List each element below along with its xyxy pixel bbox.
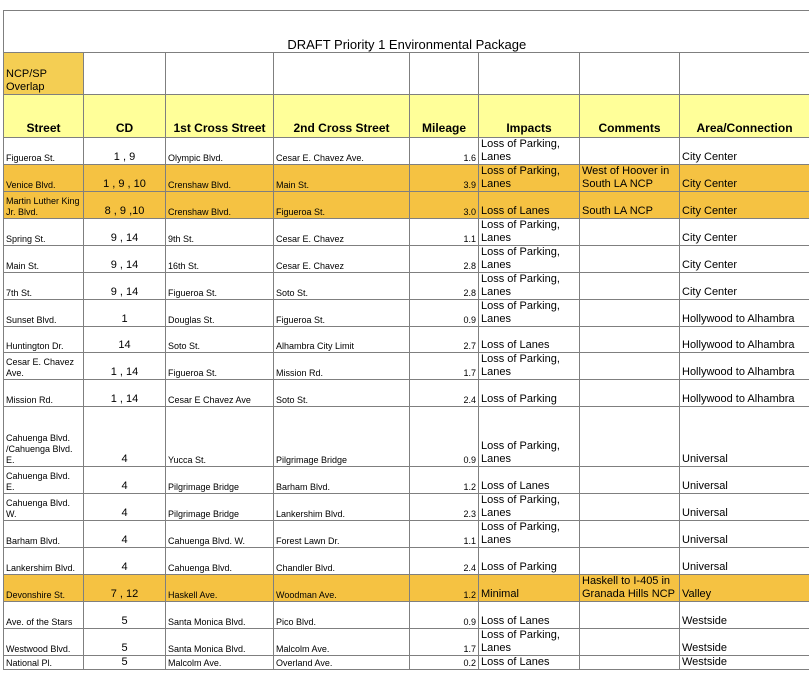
cell-street: Ave. of the Stars — [4, 602, 84, 629]
cell-impacts: Loss of Parking, Lanes — [479, 494, 580, 521]
cell-cd: 9 , 14 — [84, 246, 166, 273]
cell-mileage: 1.7 — [410, 353, 479, 380]
table-row — [4, 494, 809, 521]
cell-street: Cahuenga Blvd. W. — [4, 494, 84, 521]
cell-area: City Center — [680, 219, 809, 246]
cell-cd: 1 , 14 — [84, 353, 166, 380]
cell-cross1: Figueroa St. — [166, 353, 274, 380]
cell-cross1: Soto St. — [166, 327, 274, 353]
cell-cd: 4 — [84, 407, 166, 467]
header-mileage: Mileage — [410, 95, 479, 138]
table-row — [4, 467, 809, 494]
cell-impacts: Loss of Parking, Lanes — [479, 407, 580, 467]
cell-comments — [580, 380, 680, 407]
cell-street: Barham Blvd. — [4, 521, 84, 548]
cell-mileage: 2.3 — [410, 494, 479, 521]
cell-area: City Center — [680, 273, 809, 300]
cell-street: National Pl. — [4, 656, 84, 670]
cell-cd: 4 — [84, 548, 166, 575]
cell-cross1: Cahuenga Blvd. W. — [166, 521, 274, 548]
cell-cross2: Cesar E. Chavez Ave. — [274, 138, 410, 165]
cell-impacts: Loss of Parking, Lanes — [479, 629, 580, 656]
cell-cross2: Forest Lawn Dr. — [274, 521, 410, 548]
cell-comments — [580, 246, 680, 273]
cell-area: Universal — [680, 494, 809, 521]
cell-area: City Center — [680, 192, 809, 219]
cell-cd: 4 — [84, 521, 166, 548]
header-cross2: 2nd Cross Street — [274, 95, 410, 138]
cell-cross2: Chandler Blvd. — [274, 548, 410, 575]
cell-street: Sunset Blvd. — [4, 300, 84, 327]
cell-cross1: Yucca St. — [166, 407, 274, 467]
cell-cd: 5 — [84, 602, 166, 629]
cell-area: Hollywood to Alhambra — [680, 380, 809, 407]
table-row — [4, 575, 809, 602]
table-row — [4, 300, 809, 327]
cell-impacts: Loss of Parking, Lanes — [479, 353, 580, 380]
cell-impacts: Loss of Lanes — [479, 467, 580, 494]
cell-cross2: Overland Ave. — [274, 656, 410, 670]
cell-area: Hollywood to Alhambra — [680, 353, 809, 380]
cell-impacts: Loss of Lanes — [479, 602, 580, 629]
cell-cross1: Santa Monica Blvd. — [166, 629, 274, 656]
cell-cross1: Douglas St. — [166, 300, 274, 327]
table-row — [4, 629, 809, 656]
environmental-package-table — [3, 10, 809, 670]
header-street: Street — [4, 95, 84, 138]
cell-area: Westside — [680, 629, 809, 656]
cell-mileage: 0.2 — [410, 656, 479, 670]
cell-mileage: 1.1 — [410, 521, 479, 548]
cell-area: Universal — [680, 407, 809, 467]
header-row — [4, 95, 809, 138]
cell-cross1: Pilgrimage Bridge — [166, 494, 274, 521]
cell-comments — [580, 353, 680, 380]
cell-mileage: 2.4 — [410, 548, 479, 575]
cell-comments — [580, 300, 680, 327]
cell-cross2: Main St. — [274, 165, 410, 192]
cell-cd: 9 , 14 — [84, 273, 166, 300]
cell-street: Cesar E. Chavez Ave. — [4, 353, 84, 380]
cell-comments — [580, 219, 680, 246]
overlap-legend-label: NCP/SP Overlap — [4, 53, 84, 95]
cell-cd: 5 — [84, 656, 166, 670]
cell-comments: West of Hoover in South LA NCP — [580, 165, 680, 192]
cell-cross1: Olympic Blvd. — [166, 138, 274, 165]
cell-impacts: Loss of Parking, Lanes — [479, 300, 580, 327]
cell-comments — [580, 548, 680, 575]
cell-street: Spring St. — [4, 219, 84, 246]
cell-impacts: Loss of Parking, Lanes — [479, 219, 580, 246]
cell-area: Universal — [680, 521, 809, 548]
header-cd: CD — [84, 95, 166, 138]
cell-street: Devonshire St. — [4, 575, 84, 602]
cell-cross2: Alhambra City Limit — [274, 327, 410, 353]
cell-cross2: Pico Blvd. — [274, 602, 410, 629]
cell-cross1: Malcolm Ave. — [166, 656, 274, 670]
cell-cross1: Pilgrimage Bridge — [166, 467, 274, 494]
cell-mileage: 3.0 — [410, 192, 479, 219]
cell-cross2: Malcolm Ave. — [274, 629, 410, 656]
cell-cross2: Mission Rd. — [274, 353, 410, 380]
cell-mileage: 3.9 — [410, 165, 479, 192]
header-cross1: 1st Cross Street — [166, 95, 274, 138]
cell-area: City Center — [680, 246, 809, 273]
table-row — [4, 219, 809, 246]
table-row — [4, 380, 809, 407]
cell-cross1: Figueroa St. — [166, 273, 274, 300]
table-row — [4, 407, 809, 467]
cell-mileage: 0.9 — [410, 407, 479, 467]
cell-street: Westwood Blvd. — [4, 629, 84, 656]
cell-cross2: Soto St. — [274, 273, 410, 300]
cell-mileage: 1.2 — [410, 467, 479, 494]
cell-cross1: Cahuenga Blvd. — [166, 548, 274, 575]
cell-cross1: Haskell Ave. — [166, 575, 274, 602]
cell-area: Hollywood to Alhambra — [680, 300, 809, 327]
cell-cross2: Cesar E. Chavez — [274, 246, 410, 273]
cell-area: Westside — [680, 602, 809, 629]
cell-cross1: 9th St. — [166, 219, 274, 246]
cell-street: Cahuenga Blvd. E. — [4, 467, 84, 494]
cell-cross1: 16th St. — [166, 246, 274, 273]
header-impacts: Impacts — [479, 95, 580, 138]
cell-impacts: Loss of Lanes — [479, 192, 580, 219]
cell-cross2: Pilgrimage Bridge — [274, 407, 410, 467]
cell-mileage: 0.9 — [410, 602, 479, 629]
cell-mileage: 0.9 — [410, 300, 479, 327]
cell-cd: 14 — [84, 327, 166, 353]
cell-comments — [580, 407, 680, 467]
cell-cross1: Crenshaw Blvd. — [166, 192, 274, 219]
cell-impacts: Loss of Parking, Lanes — [479, 273, 580, 300]
cell-comments — [580, 138, 680, 165]
cell-cross2: Cesar E. Chavez — [274, 219, 410, 246]
cell-comments — [580, 327, 680, 353]
cell-mileage: 1.6 — [410, 138, 479, 165]
cell-cross2: Figueroa St. — [274, 192, 410, 219]
cell-cross1: Crenshaw Blvd. — [166, 165, 274, 192]
cell-area: Valley — [680, 575, 809, 602]
page-title: DRAFT Priority 1 Environmental Package — [4, 11, 809, 53]
table-row — [4, 165, 809, 192]
cell-area: Hollywood to Alhambra — [680, 327, 809, 353]
cell-cd: 9 , 14 — [84, 219, 166, 246]
cell-street: Martin Luther King Jr. Blvd. — [4, 192, 84, 219]
cell-cd: 7 , 12 — [84, 575, 166, 602]
cell-street: Main St. — [4, 246, 84, 273]
cell-street: Huntington Dr. — [4, 327, 84, 353]
cell-comments — [580, 521, 680, 548]
cell-impacts: Loss of Parking, Lanes — [479, 246, 580, 273]
cell-cross1: Cesar E Chavez Ave — [166, 380, 274, 407]
cell-street: Lankershim Blvd. — [4, 548, 84, 575]
cell-cd: 1 , 9 — [84, 138, 166, 165]
cell-comments: South LA NCP — [580, 192, 680, 219]
cell-impacts: Loss of Parking, Lanes — [479, 138, 580, 165]
cell-area: Westside — [680, 656, 809, 670]
cell-cross2: Barham Blvd. — [274, 467, 410, 494]
cell-mileage: 2.8 — [410, 246, 479, 273]
cell-cd: 4 — [84, 494, 166, 521]
cell-street: 7th St. — [4, 273, 84, 300]
cell-comments — [580, 629, 680, 656]
cell-cd: 4 — [84, 467, 166, 494]
cell-cross2: Woodman Ave. — [274, 575, 410, 602]
table-row — [4, 246, 809, 273]
table-row — [4, 327, 809, 353]
table-row — [4, 602, 809, 629]
cell-area: City Center — [680, 138, 809, 165]
cell-impacts: Minimal — [479, 575, 580, 602]
table-row — [4, 273, 809, 300]
table-row — [4, 138, 809, 165]
cell-comments — [580, 494, 680, 521]
cell-cross1: Santa Monica Blvd. — [166, 602, 274, 629]
cell-cd: 1 — [84, 300, 166, 327]
cell-mileage: 2.8 — [410, 273, 479, 300]
cell-impacts: Loss of Parking, Lanes — [479, 165, 580, 192]
table-row — [4, 521, 809, 548]
cell-impacts: Loss of Parking, Lanes — [479, 521, 580, 548]
table-row — [4, 192, 809, 219]
table-row — [4, 656, 809, 670]
table-row — [4, 548, 809, 575]
cell-mileage: 1.2 — [410, 575, 479, 602]
cell-impacts: Loss of Lanes — [479, 327, 580, 353]
cell-street: Mission Rd. — [4, 380, 84, 407]
cell-area: Universal — [680, 467, 809, 494]
header-area: Area/Connection — [680, 95, 809, 138]
cell-mileage: 2.4 — [410, 380, 479, 407]
cell-area: Universal — [680, 548, 809, 575]
cell-mileage: 1.7 — [410, 629, 479, 656]
cell-mileage: 2.7 — [410, 327, 479, 353]
header-comments: Comments — [580, 95, 680, 138]
cell-comments — [580, 273, 680, 300]
cell-area: City Center — [680, 165, 809, 192]
cell-cross2: Lankershim Blvd. — [274, 494, 410, 521]
cell-comments — [580, 602, 680, 629]
cell-street: Venice Blvd. — [4, 165, 84, 192]
cell-comments — [580, 656, 680, 670]
cell-street: Figueroa St. — [4, 138, 84, 165]
table-row — [4, 353, 809, 380]
cell-cd: 1 , 9 , 10 — [84, 165, 166, 192]
cell-comments — [580, 467, 680, 494]
cell-mileage: 1.1 — [410, 219, 479, 246]
cell-comments: Haskell to I-405 in Granada Hills NCP — [580, 575, 680, 602]
cell-cross2: Figueroa St. — [274, 300, 410, 327]
cell-cd: 5 — [84, 629, 166, 656]
cell-impacts: Loss of Lanes — [479, 656, 580, 670]
cell-cross2: Soto St. — [274, 380, 410, 407]
cell-street: Cahuenga Blvd. /Cahuenga Blvd. E. — [4, 407, 84, 467]
cell-cd: 1 , 14 — [84, 380, 166, 407]
cell-impacts: Loss of Parking — [479, 380, 580, 407]
cell-impacts: Loss of Parking — [479, 548, 580, 575]
cell-cd: 8 , 9 ,10 — [84, 192, 166, 219]
